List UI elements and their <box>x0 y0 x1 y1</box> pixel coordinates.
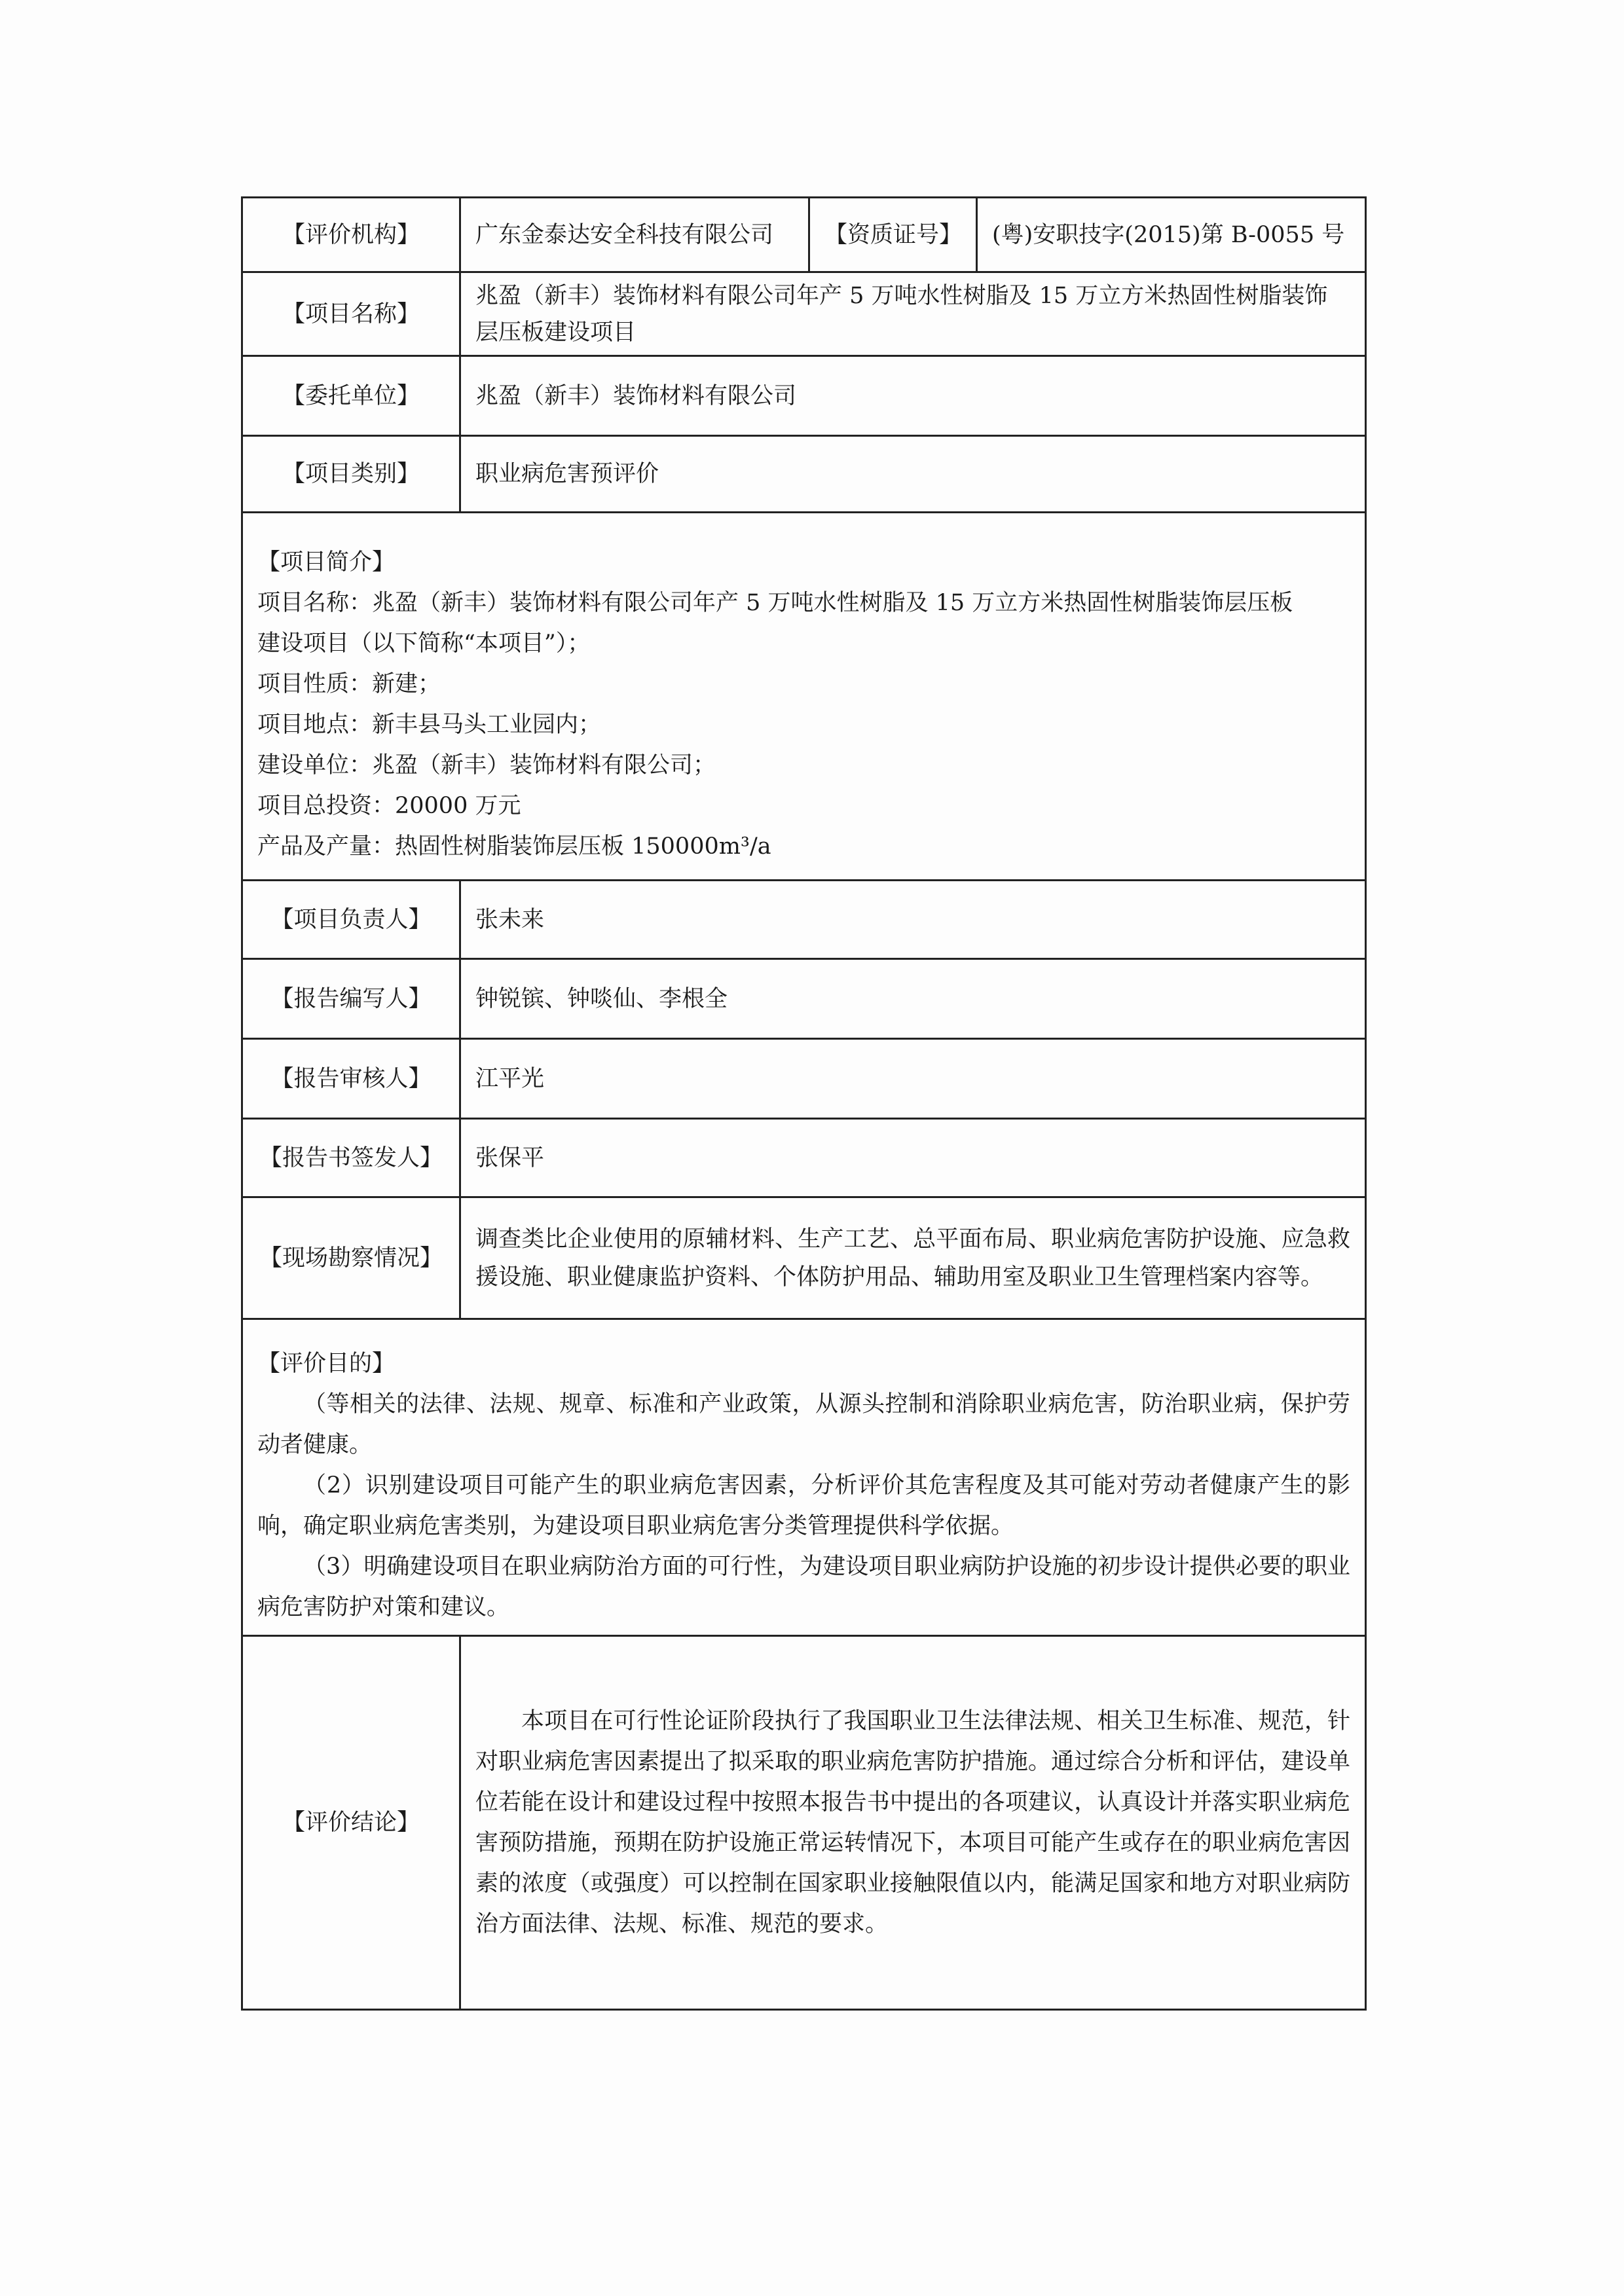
cert-value: (粤)安职技字(2015)第 B-0055 号 <box>977 198 1366 272</box>
summary-line: 项目地点：新丰县马头工业园内； <box>257 711 602 738</box>
row-project-lead <box>242 881 1366 959</box>
cert-label: 【资质证号】 <box>809 198 977 272</box>
category-label: 【项目类别】 <box>242 436 460 513</box>
row-site-survey <box>242 1197 1366 1319</box>
summary-line: 项目名称：兆盈（新丰）装饰材料有限公司年产 5 万吨水性树脂及 15 万立方米热固性树脂装饰层压板 <box>257 589 1293 616</box>
row-conclusion <box>242 1636 1366 2010</box>
site-survey-value: 调查类比企业使用的原辅材料、生产工艺、总平面布局、职业病危害防护设施、应急救援设施、职业健康监护资料、个体防护用品、辅助用室及职业卫生管理档案内容等。 <box>460 1197 1366 1319</box>
row-project-name <box>242 272 1366 356</box>
row-report-signer <box>242 1119 1366 1197</box>
purpose-block <box>242 1319 1366 1636</box>
project-lead-value: 张未来 <box>460 881 1366 959</box>
site-survey-label: 【现场勘察情况】 <box>242 1197 460 1319</box>
row-summary <box>242 513 1366 881</box>
evaluation-summary-table <box>241 196 1367 2011</box>
row-client <box>242 356 1366 436</box>
row-report-writers <box>242 959 1366 1039</box>
agency-value: 广东金泰达安全科技有限公司 <box>460 198 809 272</box>
conclusion-value <box>460 1636 1366 2010</box>
row-purpose <box>242 1319 1366 1636</box>
summary-line: 项目性质：新建； <box>257 670 441 697</box>
project-name-label: 【项目名称】 <box>242 272 460 356</box>
row-agency <box>242 198 1366 272</box>
summary-line: 建设项目（以下简称“本项目”）； <box>257 630 591 657</box>
agency-label: 【评价机构】 <box>242 198 460 272</box>
row-category <box>242 436 1366 513</box>
conclusion-text: 本项目在可行性论证阶段执行了我国职业卫生法律法规、相关卫生标准、规范，针对职业病危害因素提出了拟采取的职业病危害防护措施。通过综合分析和评估，建设单位若能在设计和建设过程中按照本报告书中提出的各项建议，认真设计并落实职业病危害预防措施，预期在防护设施正常运转情况下，本项目可能产生或存在的职业病危害因素的浓度（或强度）可以控制在国家职业接触限值以内，能满足国家和地方对职业病防治方面法律、法规、标准、规范的要求。 <box>475 1708 1350 1937</box>
purpose-paragraph: （3）明确建设项目在职业病防治方面的可行性，为建设项目职业病防护设施的初步设计提供必要的职业病危害防护对策和建议。 <box>257 1553 1350 1620</box>
report-reviewer-value: 江平光 <box>460 1039 1366 1119</box>
summary-line: 建设单位：兆盈（新丰）装饰材料有限公司； <box>257 752 716 778</box>
summary-heading: 【项目简介】 <box>257 549 396 575</box>
report-reviewer-label: 【报告审核人】 <box>242 1039 460 1119</box>
project-name-value: 兆盈（新丰）装饰材料有限公司年产 5 万吨水性树脂及 15 万立方米热固性树脂装饰层压板建设项目 <box>460 272 1366 356</box>
report-writers-label: 【报告编写人】 <box>242 959 460 1039</box>
row-report-reviewer <box>242 1039 1366 1119</box>
report-signer-label: 【报告书签发人】 <box>242 1119 460 1197</box>
summary-block <box>242 513 1366 881</box>
report-signer-value: 张保平 <box>460 1119 1366 1197</box>
project-lead-label: 【项目负责人】 <box>242 881 460 959</box>
client-label: 【委托单位】 <box>242 356 460 436</box>
summary-line: 项目总投资：20000 万元 <box>257 792 521 819</box>
purpose-heading: 【评价目的】 <box>257 1350 396 1377</box>
conclusion-label: 【评价结论】 <box>242 1636 460 2010</box>
summary-line: 产品及产量：热固性树脂装饰层压板 150000m³/a <box>257 833 771 860</box>
category-value: 职业病危害预评价 <box>460 436 1366 513</box>
report-writers-value: 钟锐镔、钟啖仙、李根全 <box>460 959 1366 1039</box>
purpose-paragraph: （等相关的法律、法规、规章、标准和产业政策，从源头控制和消除职业病危害，防治职业病，保护劳动者健康。 <box>257 1391 1350 1458</box>
client-value: 兆盈（新丰）装饰材料有限公司 <box>460 356 1366 436</box>
purpose-paragraph: （2）识别建设项目可能产生的职业病危害因素，分析评价其危害程度及其可能对劳动者健康产生的影响，确定职业病危害类别，为建设项目职业病危害分类管理提供科学依据。 <box>257 1472 1350 1539</box>
